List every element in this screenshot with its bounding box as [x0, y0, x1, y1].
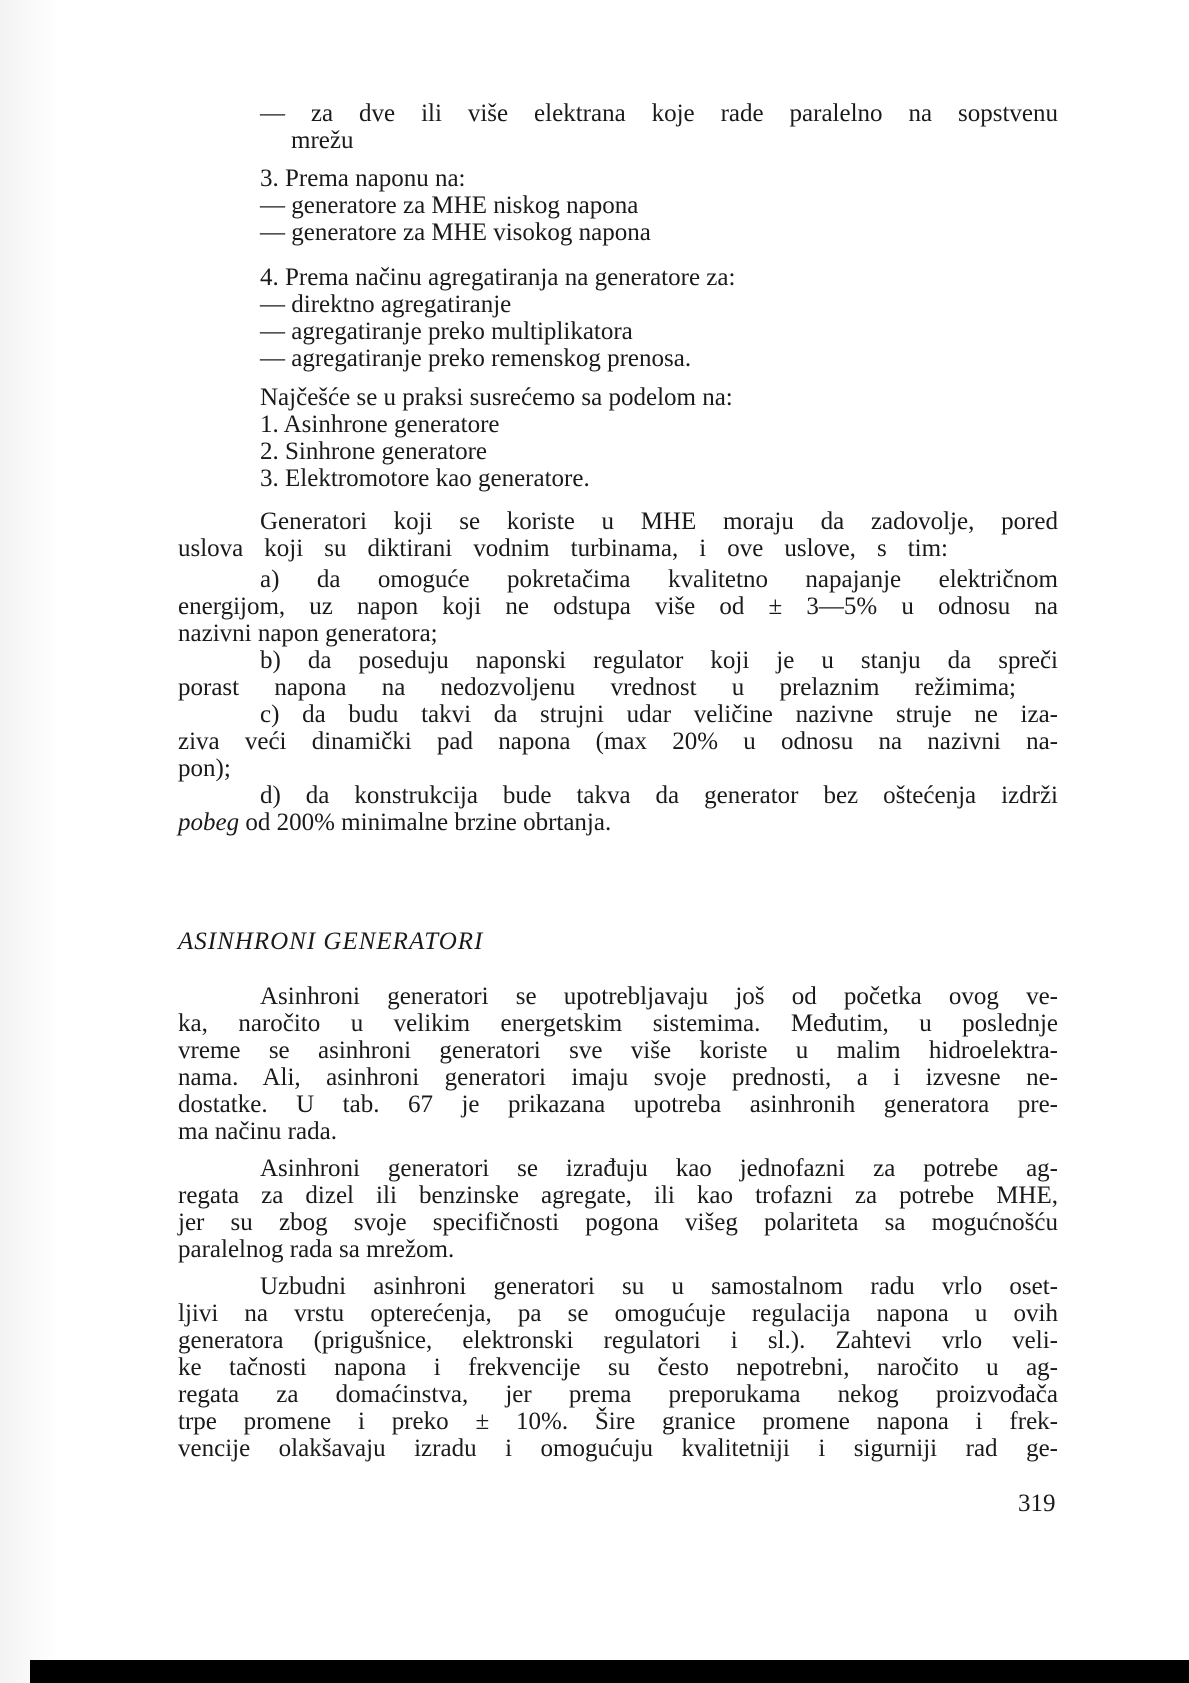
classification-list — [178, 100, 1058, 372]
scan-bottom-border — [30, 1660, 1189, 1683]
list-line: — za dve ili više elektrana koje rade paralelno na sopstvenu — [260, 100, 1058, 127]
text-line: jer su zbog svoje specifičnosti pogona višeg polariteta sa mogućnošću — [178, 1209, 1058, 1236]
list-line: — generatore za MHE niskog napona — [260, 192, 639, 219]
list-line: 3. Prema naponu na: — [260, 165, 466, 192]
list-line: — agregatiranje preko remenskog prenosa. — [260, 345, 692, 372]
text-line: vencije olakšavaju izradu i omogućuju kvalitetniji i sigurniji rad ge- — [178, 1435, 1058, 1462]
list-line: 4. Prema načinu agregatiranja na generatore za: — [260, 264, 736, 291]
list-line: mrežu — [291, 127, 354, 154]
text-line: generatora (prigušnice, elektronski regulatori i sl.). Zahtevi vrlo veli- — [178, 1327, 1058, 1354]
text-fragment: od 200% minimalne brzine obrtanja. — [239, 809, 612, 836]
page-number: 319 — [1018, 1490, 1056, 1517]
list-line: — direktno agregatiranje — [260, 291, 512, 318]
text-line: trpe promene i preko ± 10%. Šire granice promene napona i frek- — [178, 1408, 1058, 1435]
text-line: energijom, uz napon koji ne odstupa više od ± 3—5% u odnosu na — [178, 593, 1058, 620]
text-line — [178, 809, 1058, 836]
division-intro: Najčešće se u praksi susrećemo sa podelom na: — [260, 384, 733, 411]
text-line: ka, naročito u velikim energetskim sistemima. Međutim, u poslednje — [178, 1010, 1058, 1037]
division-item: 1. Asinhrone generatore — [260, 411, 500, 438]
text-line: ziva veći dinamički pad napona (max 20% u odnosu na nazivni na- — [178, 728, 1058, 755]
text-line: pon); — [178, 755, 231, 782]
italic-term: pobeg — [178, 809, 240, 836]
list-line: — agregatiranje preko multiplikatora — [260, 318, 633, 345]
section-body — [178, 983, 1058, 1462]
text-line: regata za dizel ili benzinske agregate, ili kao trofazni za potrebe MHE, — [178, 1182, 1058, 1209]
text-line: Asinhroni generatori se upotrebljavaju još od početka ovog ve- — [260, 983, 1058, 1010]
text-line: b) da poseduju naponski regulator koji je u stanju da spreči — [260, 647, 1058, 674]
text-line: regata za domaćinstva, jer prema preporukama nekog proizvođača — [178, 1381, 1058, 1408]
text-line: Asinhroni generatori se izrađuju kao jednofazni za potrebe ag- — [260, 1155, 1058, 1182]
text-line: Generatori koji se koriste u MHE moraju da zadovolje, pored — [260, 508, 1058, 535]
requirements-paragraph — [178, 508, 1058, 836]
section-heading: ASINHRONI GENERATORI — [178, 928, 484, 955]
text-line: c) da budu takvi da strujni udar veličine nazivne struje ne iza- — [260, 701, 1058, 728]
text-line: paralelnog rada sa mrežom. — [178, 1236, 455, 1263]
text-line: d) da konstrukcija bude takva da generator bez oštećenja izdrži — [260, 782, 1058, 809]
text-line: Uzbudni asinhroni generatori su u samostalnom radu vrlo oset- — [260, 1273, 1058, 1300]
list-line: — generatore za MHE visokog napona — [260, 219, 651, 246]
text-line: nama. Ali, asinhroni generatori imaju svoje prednosti, a i izvesne ne- — [178, 1064, 1058, 1091]
division-list — [178, 384, 1058, 492]
text-line: ke tačnosti napona i frekvencije su često nepotrebni, naročito u ag- — [178, 1354, 1058, 1381]
division-item: 3. Elektromotore kao generatore. — [260, 465, 590, 492]
scan-edge-shadow — [0, 0, 60, 1683]
text-line: a) da omoguće pokretačima kvalitetno napajanje električnom — [260, 566, 1058, 593]
text-line: ljivi na vrstu opterećenja, pa se omogućuje regulacija napona u ovih — [178, 1300, 1058, 1327]
text-line: porast napona na nedozvoljenu vrednost u prelaznim režimima; — [178, 674, 1016, 701]
text-line: nazivni napon generatora; — [178, 620, 438, 647]
text-line: vreme se asinhroni generatori sve više koriste u malim hidroelektra- — [178, 1037, 1058, 1064]
text-line: dostatke. U tab. 67 je prikazana upotreba asinhronih generatora pre- — [178, 1091, 1058, 1118]
division-item: 2. Sinhrone generatore — [260, 438, 488, 465]
text-line: uslova koji su diktirani vodnim turbinama, i ove uslove, s tim: — [178, 535, 948, 562]
text-line: ma načinu rada. — [178, 1118, 337, 1145]
